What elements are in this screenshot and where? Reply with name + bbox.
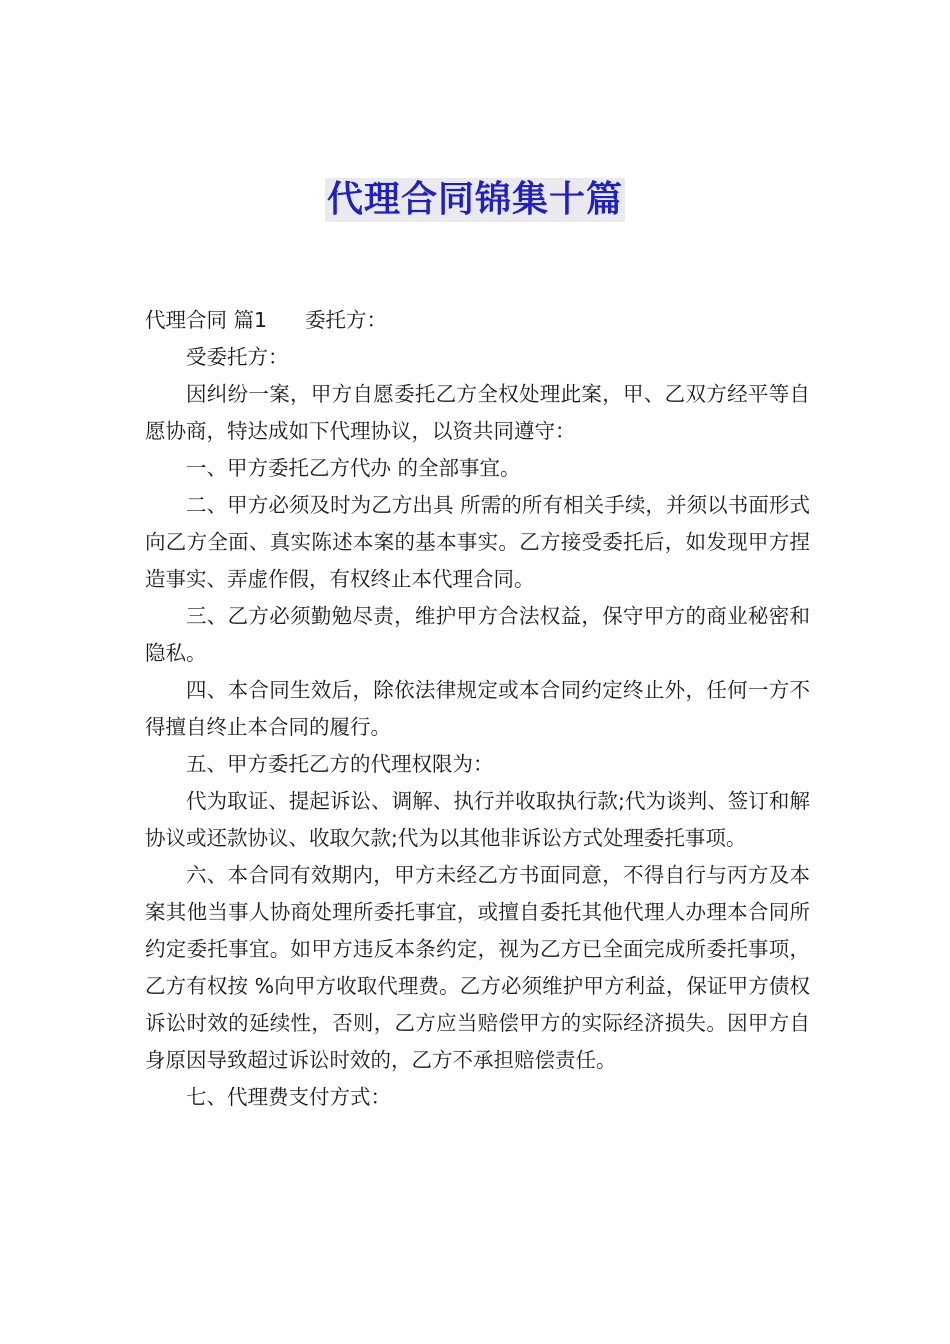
document-body [145,302,810,1116]
document-title: 代理合同锦集十篇 [326,179,623,220]
paragraph: 三、乙方必须勤勉尽责，维护甲方合法权益，保守甲方的商业秘密和隐私。 [145,604,810,665]
title-container [0,178,950,222]
paragraph: 五、甲方委托乙方的代理权限为： [186,752,494,776]
paragraph: 代为取证、提起诉讼、调解、执行并收取执行款;代为谈判、签订和解协议或还款协议、收取欠款;代为以其他非诉讼方式处理委托事项。 [145,789,810,850]
paragraph: 四、本合同生效后，除依法律规定或本合同约定终止外，任何一方不得擅自终止本合同的履行。 [145,678,810,739]
section-heading: 代理合同 篇1 [145,308,268,332]
paragraph: 受委托方： [186,345,289,369]
paragraph: 二、甲方必须及时为乙方出具 所需的所有相关手续，并须以书面形式向乙方全面、真实陈述本案的基本事实。乙方接受委托后，如发现甲方捏造事实、弄虚作假，有权终止本代理合同。 [145,493,810,591]
party-a-label: 委托方： [305,308,388,332]
first-line [145,302,810,339]
paragraph: 因纠纷一案，甲方自愿委托乙方全权处理此案，甲、乙双方经平等自愿协商，特达成如下代理协议，以资共同遵守： [145,382,810,443]
paragraph: 六、本合同有效期内，甲方未经乙方书面同意，不得自行与丙方及本案其他当事人协商处理所委托事宜，或擅自委托其他代理人办理本合同所约定委托事宜。如甲方违反本条约定，视为乙方已全面完成所委托事项，乙方有权按 %向甲方收取代理费。乙方必须维护甲方利益，保证甲方债权诉讼时效的延续性，否则，乙方应当赔偿甲方的实际经济损失。因甲方自身原因导致超过诉讼时效的，乙方不承担赔偿责任。 [145,863,810,1072]
paragraph: 七、代理费支付方式： [186,1085,391,1109]
paragraph: 一、甲方委托乙方代办 的全部事宜。 [186,456,521,480]
